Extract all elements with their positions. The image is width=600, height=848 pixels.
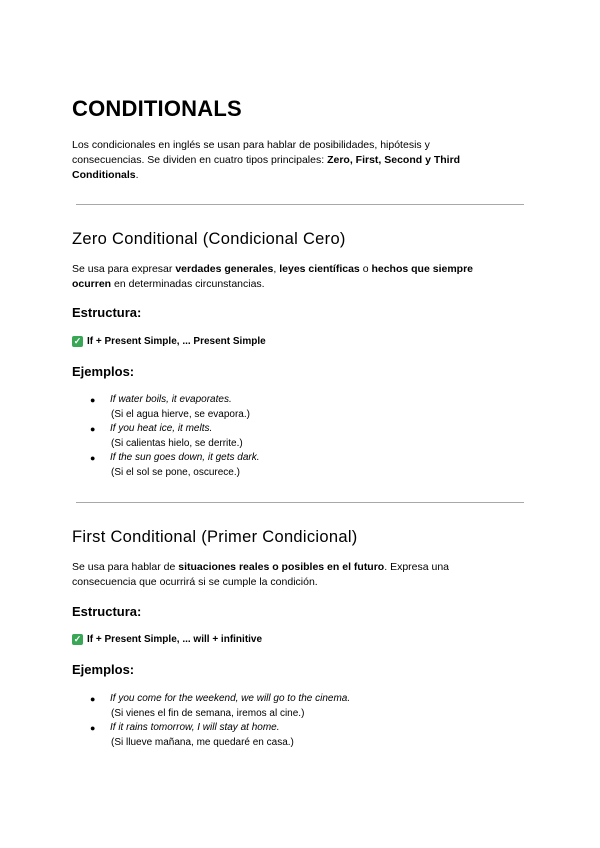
bullet-dot-icon: ● [90,424,96,434]
bullet-dot-icon: ● [90,723,96,733]
example-english: If it rains tomorrow, I will stay at home. [110,722,280,733]
list-item [90,451,510,480]
example-spanish: (Si el sol se pone, oscurece.) [111,466,240,478]
example-spanish: (Si llueve mañana, me quedaré en casa.) [111,736,294,748]
intro-bold: Zero, First, Second y Third Conditionals [72,154,461,181]
first-examples-label: Ejemplos: [72,662,135,677]
example-spanish: (Si calientas hielo, se derrite.) [111,437,243,449]
zero-desc-text: o [359,263,372,275]
zero-heading: Zero Conditional (Condicional Cero) [72,230,346,248]
zero-formula-text: If + Present Simple, ... Present Simple [87,336,266,347]
page-title: CONDITIONALS [72,96,242,121]
first-desc-text: Se usa para hablar de [72,561,179,573]
example-english: If you heat ice, it melts. [110,423,213,434]
intro-text: Los condicionales en inglés se usan para hablar de posibilidades, hipótesis y consecuencias. Se dividen en cuatro tipos principales: [72,139,430,166]
example-spanish: (Si el agua hierve, se evapora.) [111,408,250,420]
zero-desc-bold: leyes científicas [279,263,360,275]
first-formula-text: If + Present Simple, ... will + infinitive [87,634,263,645]
bullet-dot-icon: ● [90,395,96,405]
section-divider [76,502,524,503]
intro-paragraph [72,138,492,183]
list-item [90,721,510,750]
section-divider [76,204,524,205]
example-english: If water boils, it evaporates. [110,394,232,405]
zero-desc-text: Se usa para expresar [72,263,176,275]
first-heading: First Conditional (Primer Condicional) [72,528,358,546]
list-item [90,692,510,721]
zero-desc-bold: hechos que siempre ocurren [72,263,474,290]
first-structure-label: Estructura: [72,604,142,619]
first-desc-bold: situaciones reales o posibles en el futuro [178,561,385,573]
zero-desc-bold: verdades generales [175,263,274,275]
example-english: If the sun goes down, it gets dark. [110,452,260,463]
check-mark-icon: ✓ [73,634,82,644]
example-english: If you come for the weekend, we will go to the cinema. [110,693,351,704]
list-item [90,422,510,451]
bullet-dot-icon: ● [90,453,96,463]
zero-desc-text: , [273,263,280,275]
zero-desc-text: en determinadas circunstancias. [111,278,265,290]
list-item [90,393,510,422]
check-mark-icon: ✓ [73,336,82,346]
zero-structure-label: Estructura: [72,305,142,320]
intro-end: . [135,169,139,181]
zero-description [72,262,492,292]
bullet-dot-icon: ● [90,694,96,704]
first-description [72,560,492,590]
zero-examples-list [90,393,510,480]
zero-formula [72,336,266,347]
example-spanish: (Si vienes el fin de semana, iremos al cine.) [111,707,305,719]
first-examples-list [90,692,510,750]
first-formula [72,634,262,645]
zero-examples-label: Ejemplos: [72,364,135,379]
first-desc-text: . Expresa una consecuencia que ocurrirá si se cumple la condición. [72,561,450,588]
